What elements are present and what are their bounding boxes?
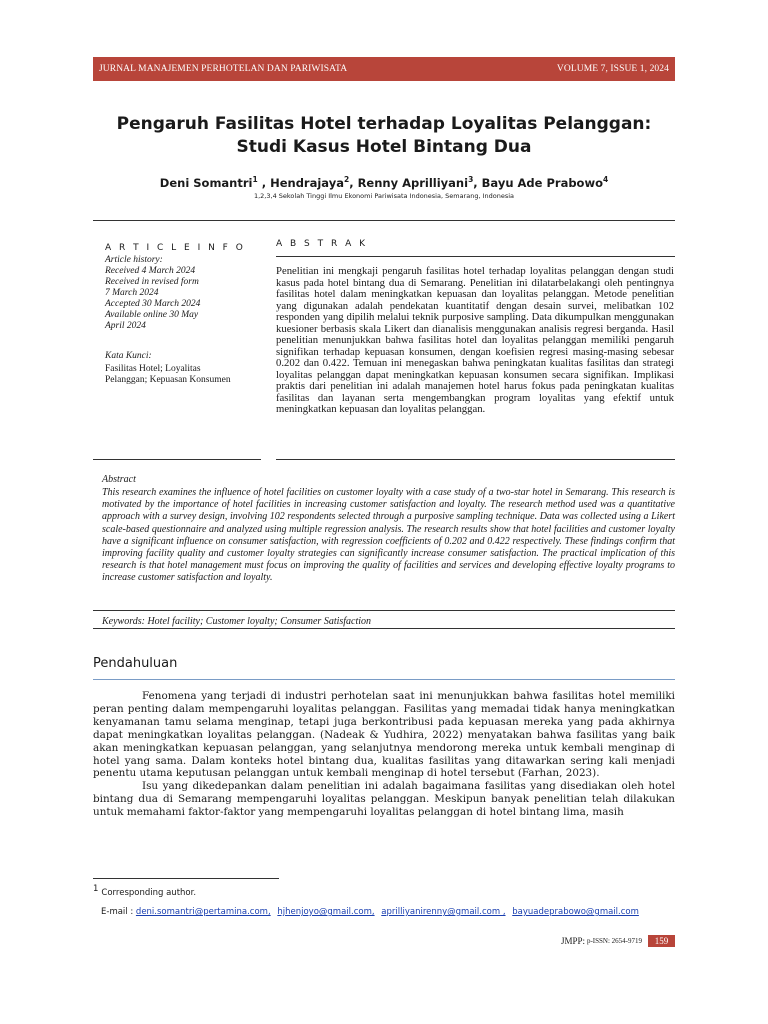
author-sup: 3 <box>468 175 474 184</box>
paragraph: Fenomena yang terjadi di industri perhotelan saat ini menunjukkan bahwa fasilitas hotel memiliki peran penting dalam mempengaruhi loyalitas pelanggan. Fasilitas yang memadai tidak hanya meningkatkan kenyamanan tamu selama menginap, tetapi juga berkontribusi pada kepuasan mereka yang pada akhirnya dapat meningkatkan loyalitas pelanggan. (Nadeak & Yudhira, 2022) menyatakan bahwa fasilitas yang baik akan meningkatkan kepuasan pelanggan, yang selanjutnya mendorong mereka untuk kembali menginap di hotel yang sama. Dalam konteks hotel bintang dua, kualitas fasilitas yang ditawarkan sering kali menjadi penentu utama keputusan pelanggan untuk kembali menginap di hotel tersebut (Farhan, 2023). <box>93 690 675 780</box>
author-name: Hendrajaya <box>270 175 344 190</box>
affiliation: 1,2,3,4 Sekolah Tinggi Ilmu Ekonomi Pariwisata Indonesia, Semarang, Indonesia <box>253 192 515 200</box>
abstrak-top-rule <box>276 256 675 257</box>
footer-journal: JMPP: <box>560 936 585 946</box>
email-link[interactable]: hjhenjoyo@gmail.com, <box>277 907 375 917</box>
email-link[interactable]: bayuadeprabowo@gmail.com <box>512 907 639 917</box>
article-history: Article history: Received 4 March 2024 Received in revised form 7 March 2024 Accepted 30 March 2024 Available online 30 May April 2024 <box>105 255 201 331</box>
abstract-text: This research examines the influence of hotel facilities on customer loyalty with a case study of a two-star hotel in Semarang. This research is motivated by the importance of hotel facilities in increasing customer satisfaction and loyalty. The research method used was a quantitative approach with a survey design, involving 102 respondents selected through a purposive sampling technique. Data was collected using a Likert scale-based questionnaire and analyzed using multiple regression analysis. The research results show that hotel facilities and customer loyalty have a significant influence on consumer satisfaction, with regression coefficients of 0.202 and 0.422 respectively. These findings confirm that improving facility quality and customer loyalty strategies can significantly increase consumer satisfaction. The practical implication of this research is that hotel management must focus on improving the quality of facilities and services and developing effective loyalty programs to increase customer satisfaction and loyalty. <box>102 487 675 584</box>
section-heading: Pendahuluan <box>93 656 178 671</box>
journal-header-bar <box>93 57 675 81</box>
section-rule <box>93 679 675 680</box>
author-name: Deni Somantri <box>159 175 253 190</box>
email-link[interactable]: deni.somantri@pertamina.com, <box>135 907 271 917</box>
author-sup: 1 <box>252 175 258 184</box>
article-info-heading: A R T I C L E I N F O <box>105 243 246 253</box>
info-bottom-rule <box>93 459 261 460</box>
author-name: Renny Aprilliyani <box>357 175 469 190</box>
author-name: Bayu Ade Prabowo <box>481 175 603 190</box>
kata-kunci-label: Kata Kunci: <box>105 351 152 361</box>
journal-volume: VOLUME 7, ISSUE 1, 2024 <box>556 64 669 74</box>
footnote <box>93 884 196 898</box>
divider-top <box>93 220 675 221</box>
email-label: E-mail : <box>101 907 134 917</box>
abstract-heading: Abstract <box>102 474 136 485</box>
abstract-rule <box>93 610 675 611</box>
author-sup: 2 <box>343 175 350 184</box>
page-footer <box>561 935 675 947</box>
kata-kunci: Fasilitas Hotel; Loyalitas Pelanggan; Kepuasan Konsumen <box>105 364 231 385</box>
footer-issn: p-ISSN: 2654-9719 <box>586 937 642 945</box>
author-sup: 4 <box>602 175 609 184</box>
footnote-text: Corresponding author. <box>101 887 197 898</box>
abstrak-bottom-rule <box>276 459 675 460</box>
page-number: 159 <box>648 935 675 947</box>
journal-name: JURNAL MANAJEMEN PERHOTELAN DAN PARIWISATA <box>99 64 348 74</box>
paper-title: Pengaruh Fasilitas Hotel terhadap Loyalitas Pelanggan: Studi Kasus Hotel Bintang Dua <box>116 114 652 157</box>
footnote-number: 1 <box>93 884 99 894</box>
abstrak-text: Penelitian ini mengkaji pengaruh fasilitas hotel terhadap loyalitas pelanggan dengan studi kasus pada hotel bintang dua di Semarang. Penelitian ini dilatarbelakangi oleh pentingnya fasilitas hotel dalam meningkatkan kepuasan dan loyalitas pelanggan. Metode penelitian yang digunakan adalah pendekatan kuantitatif dengan desain survei, melibatkan 102 responden yang dipilih melalui teknik purposive sampling. Data dikumpulkan menggunakan kuesioner berbasis skala Likert dan dianalisis menggunakan analisis regresi berganda. Hasil penelitian menunjukkan bahwa fasilitas hotel dan loyalitas pelanggan memiliki pengaruh signifikan terhadap kepuasan konsumen, dengan koefisien regresi masing-masing sebesar 0.202 dan 0.422. Temuan ini menegaskan bahwa peningkatan kualitas fasilitas dan strategi loyalitas pelanggan dapat meningkatkan kepuasan konsumen secara signifikan. Implikasi praktis dari penelitian ini adalah manajemen hotel harus fokus pada peningkatan kualitas fasilitas dan layanan serta mengembangkan program loyalitas yang efektif untuk meningkatkan kepuasan dan loyalitas pelanggan. <box>276 265 674 415</box>
keywords-line: Keywords: Hotel facility; Customer loyalty; Consumer Satisfaction <box>102 616 372 627</box>
body-text <box>93 690 675 819</box>
abstrak-heading: A B S T R A K <box>276 239 368 249</box>
footnote-emails <box>101 907 643 917</box>
email-link[interactable]: aprilliyanirenny@gmail.com , <box>381 907 506 917</box>
paragraph: Isu yang dikedepankan dalam penelitian ini adalah bagaimana fasilitas yang disediakan oleh hotel bintang dua di Semarang mempengaruhi loyalitas pelanggan. Meskipun banyak penelitian telah dilakukan untuk memahami faktor-faktor yang mempengaruhi loyalitas pelanggan di hotel bintang lima, masih <box>93 780 675 819</box>
keywords-rule <box>93 628 675 629</box>
footnote-rule <box>93 878 279 879</box>
author-list: Deni Somantri$^1$ , Hendrajaya$^2$, Renny Aprilliyani$^3$, Bayu Ade Prabowo$^4$ <box>159 175 609 190</box>
